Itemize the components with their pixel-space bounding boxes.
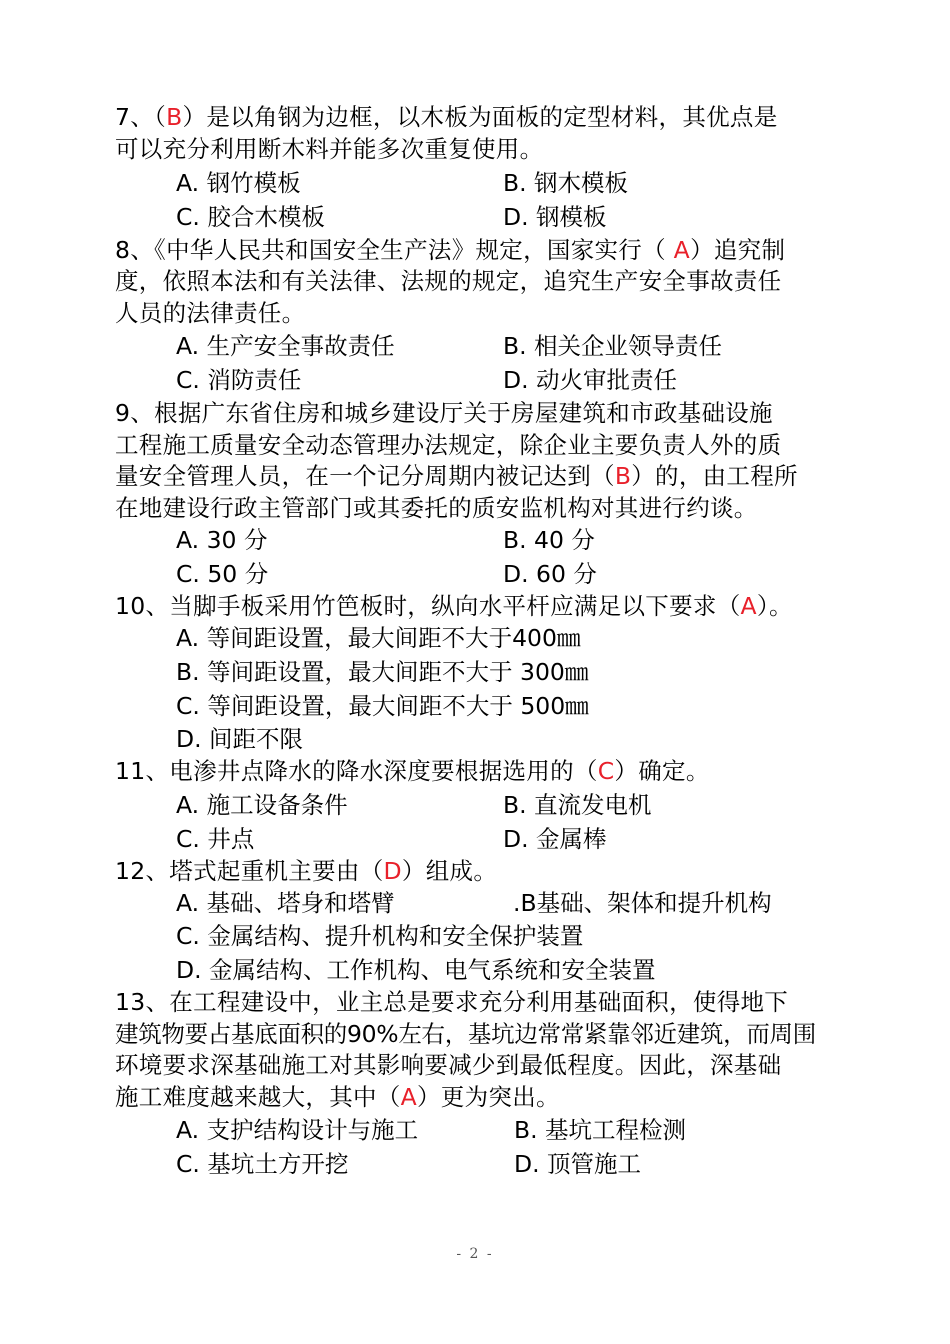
q10-option-d: D. 间距不限: [176, 725, 304, 753]
q12-option-c: C. 金属结构、提升机构和安全保护装置: [176, 922, 584, 950]
q13-option-d: D. 顶管施工: [514, 1150, 642, 1178]
q12-option-b: .B基础、架体和提升机构: [513, 889, 772, 917]
q11-option-d: D. 金属棒: [503, 825, 607, 853]
question-9-line-4: 在地建设行政主管部门或其委托的质安监机构对其进行约谈。: [115, 494, 758, 522]
q9-option-d: D. 60 分: [503, 560, 597, 588]
q10-option-c: C. 等间距设置，最大间距不大于 500㎜: [176, 692, 589, 720]
question-8-line-2: 度，依照本法和有关法律、法规的规定，追究生产安全事故责任: [115, 267, 782, 295]
question-13-line-2: 建筑物要占基底面积的90%左右，基坑边常常紧靠邻近建筑，而周围: [115, 1020, 816, 1048]
q13-option-c: C. 基坑土方开挖: [176, 1150, 349, 1178]
question-10-line-1: 10、当脚手板采用竹笆板时，纵向水平杆应满足以下要求（A）。: [115, 592, 793, 620]
question-11-line-1: 11、电渗井点降水的降水深度要根据选用的（C）确定。: [115, 757, 710, 785]
q8-option-c: C. 消防责任: [176, 366, 302, 394]
answer-12: D: [383, 857, 402, 885]
q9-option-c: C. 50 分: [176, 560, 269, 588]
q7-option-a: A. 钢竹模板: [176, 169, 301, 197]
q13-option-a: A. 支护结构设计与施工: [176, 1116, 419, 1144]
question-13-line-1: 13、在工程建设中，业主总是要求充分利用基础面积，使得地下: [115, 988, 789, 1016]
answer-8: A: [673, 236, 691, 264]
question-9-line-1: 9、根据广东省住房和城乡建设厅关于房屋建筑和市政基础设施: [115, 399, 773, 427]
answer-11: C: [597, 757, 615, 785]
question-8-line-1: 8、《中华人民共和国安全生产法》规定，国家实行（ A）追究制: [115, 236, 786, 264]
q7-option-c: C. 胶合木模板: [176, 203, 325, 231]
q13-option-b: B. 基坑工程检测: [514, 1116, 687, 1144]
q12-option-d: D. 金属结构、工作机构、电气系统和安全装置: [176, 956, 656, 984]
q8-option-b: B. 相关企业领导责任: [503, 332, 723, 360]
q9-option-b: B. 40 分: [503, 526, 595, 554]
q11-option-a: A. 施工设备条件: [176, 791, 348, 819]
q11-option-c: C. 井点: [176, 825, 255, 853]
question-7-line-2: 可以充分利用断木料并能多次重复使用。: [115, 135, 544, 163]
question-13-line-3: 环境要求深基础施工对其影响要减少到最低程度。因此，深基础: [115, 1051, 782, 1079]
q7-option-d: D. 钢模板: [503, 203, 607, 231]
answer-7: B: [166, 103, 183, 131]
q8-option-d: D. 动火审批责任: [503, 366, 678, 394]
question-8-line-3: 人员的法律责任。: [115, 299, 306, 327]
answer-13: A: [400, 1083, 417, 1111]
q9-option-a: A. 30 分: [176, 526, 268, 554]
q10-option-a: A. 等间距设置，最大间距不大于400㎜: [176, 624, 581, 652]
question-7-line-1: 7、（B）是以角钢为边框，以木板为面板的定型材料，其优点是: [115, 103, 778, 131]
q12-option-a: A. 基础、塔身和塔臂: [176, 889, 395, 917]
question-13-line-4: 施工难度越来越大，其中（A）更为突出。: [115, 1083, 560, 1111]
question-9-line-2: 工程施工质量安全动态管理办法规定，除企业主要负责人外的质: [115, 431, 782, 459]
q10-option-b: B. 等间距设置，最大间距不大于 300㎜: [176, 658, 589, 686]
q7-option-b: B. 钢木模板: [503, 169, 629, 197]
q8-option-a: A. 生产安全事故责任: [176, 332, 395, 360]
question-9-line-3: 量安全管理人员，在一个记分周期内被记达到（B）的，由工程所: [115, 462, 798, 490]
answer-10: A: [740, 592, 757, 620]
question-12-line-1: 12、塔式起重机主要由（D）组成。: [115, 857, 498, 885]
answer-9: B: [614, 462, 632, 490]
q11-option-b: B. 直流发电机: [503, 791, 652, 819]
page-number: - 2 -: [456, 1246, 494, 1262]
